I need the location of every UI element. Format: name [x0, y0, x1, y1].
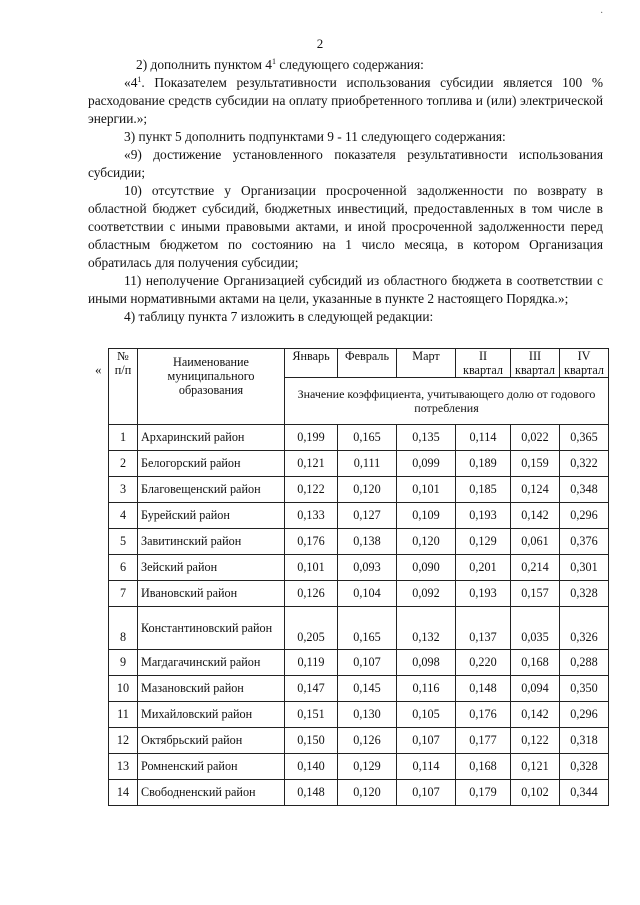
table-row: 6 Зейский район 0,101 0,093 0,090 0,201 0,214 0,301 [109, 555, 609, 581]
table-header-row [109, 349, 609, 378]
table-row: 9 Магдагачинский район 0,119 0,107 0,098 0,220 0,168 0,288 [109, 650, 609, 676]
paragraph-2: «$4^1$. Показателем результативности использования субсидии является 100 % расходование средств субсидии на оплату приобретенного топлива и (или) электрической энергии.»; [88, 75, 603, 126]
table-row: 4 Бурейский район 0,133 0,127 0,109 0,193 0,142 0,296 [109, 503, 609, 529]
coefficient-table [108, 348, 609, 806]
document-body [88, 56, 603, 326]
paragraph-1: 2) дополнить пунктом $4^1$ следующего содержания: [136, 57, 424, 72]
header-name: Наименование муниципального образования [138, 349, 285, 425]
header-q3: III квартал [511, 349, 560, 378]
table-row: 13 Ромненский район 0,140 0,129 0,114 0,168 0,121 0,328 [109, 754, 609, 780]
table-row: 3 Благовещенский район 0,122 0,120 0,101 0,185 0,124 0,348 [109, 477, 609, 503]
header-coefficient: Значение коэффициента, учитывающего долю от годового потребления [285, 378, 609, 425]
table-quote-open: « [95, 362, 102, 377]
header-q4: IV квартал [560, 349, 609, 378]
table-row: 1 Архаринский район 0,199 0,165 0,135 0,114 0,022 0,365 [109, 425, 609, 451]
paragraph-5: 10) отсутствие у Организации просроченной задолженности по возврату в областной бюджет субсидий, бюджетных инвестиций, предоставленных в том числе в соответствии с иными правовыми актами, и иной просроченной задолженности перед областным бюджетом по состоянию на 1 число месяца, в котором Организация обратилась для получения субсидии; [88, 183, 603, 270]
table-row: 2 Белогорский район 0,121 0,111 0,099 0,189 0,159 0,322 [109, 451, 609, 477]
table-row: 10 Мазановский район 0,147 0,145 0,116 0,148 0,094 0,350 [109, 676, 609, 702]
table-row: 14 Свободненский район 0,148 0,120 0,107 0,179 0,102 0,344 [109, 780, 609, 806]
table-row: 11 Михайловский район 0,151 0,130 0,105 0,176 0,142 0,296 [109, 702, 609, 728]
header-feb: Февраль [338, 349, 397, 378]
scan-mark: · [600, 8, 604, 19]
header-num: № п/п [109, 349, 138, 425]
paragraph-3: 3) пункт 5 дополнить подпунктами 9 - 11 следующего содержания: [124, 129, 506, 144]
header-jan: Январь [285, 349, 338, 378]
paragraph-6: 11) неполучение Организацией субсидий из областного бюджета в соответствии с иными нормативными актами на цели, указанные в пункте 2 настоящего Порядка.»; [88, 273, 603, 306]
page-number: 2 [316, 36, 324, 51]
table-row: 7 Ивановский район 0,126 0,104 0,092 0,193 0,157 0,328 [109, 581, 609, 607]
paragraph-4: «9) достижение установленного показателя результативности использования субсидии; [88, 147, 603, 180]
header-q2: II квартал [456, 349, 511, 378]
header-mar: Март [397, 349, 456, 378]
table-row: 12 Октябрьский район 0,150 0,126 0,107 0,177 0,122 0,318 [109, 728, 609, 754]
paragraph-7: 4) таблицу пункта 7 изложить в следующей редакции: [124, 309, 434, 324]
table-row: 8 Константиновский район 0,205 0,165 0,132 0,137 0,035 0,326 [109, 607, 609, 650]
table-row: 5 Завитинский район 0,176 0,138 0,120 0,129 0,061 0,376 [109, 529, 609, 555]
